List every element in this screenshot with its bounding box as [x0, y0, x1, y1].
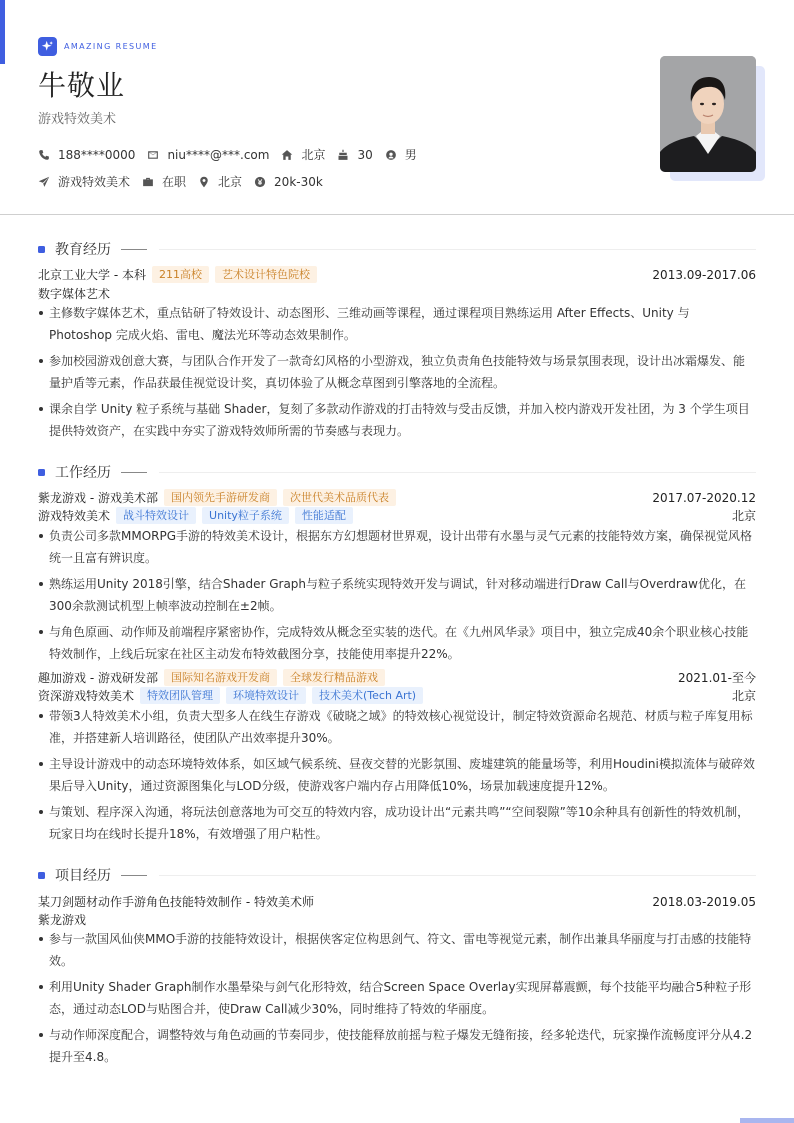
money-icon: [254, 176, 266, 188]
school-name: 北京工业大学 - 本科: [38, 268, 146, 282]
home-icon: [281, 149, 293, 161]
major-name: 数字媒体艺术: [38, 287, 111, 301]
intent-salary: [254, 175, 323, 189]
section-bullet-icon: [38, 246, 45, 253]
profile-name: 牛敬业: [38, 69, 126, 102]
section-bullet-icon: [38, 469, 45, 476]
section-line: [159, 472, 756, 473]
work-bullets: [38, 525, 756, 669]
section-line: [159, 875, 756, 876]
work-role-row: [38, 687, 756, 704]
section-title: 工作经历: [55, 465, 111, 481]
role-name: 资深游戏特效美术: [38, 689, 135, 703]
section-education-header: [38, 239, 756, 259]
email-value: niu****@***.com: [167, 147, 270, 162]
target-role-value: 游戏特效美术: [58, 175, 131, 189]
header-divider: [0, 214, 794, 215]
profile-photo: [660, 56, 765, 181]
send-icon: [38, 176, 50, 188]
intent-role: [38, 173, 130, 190]
section-title: 教育经历: [55, 242, 111, 258]
accent-bar-left: [0, 0, 5, 64]
project-org-row: [38, 911, 756, 928]
list-item: 主导设计游戏中的动态环境特效体系，如区域气候系统、昼夜交替的光影氛围、废墟建筑的能量场等，利用Houdini模拟流体与破碎效果后导入Unity，通过资源图集化与LOD分级，使游戏客户端内存占用降低10%，场景加载速度提升12%。: [38, 753, 756, 797]
company-tag: 国内领先手游研发商: [164, 489, 277, 506]
role-tag: 战斗特效设计: [116, 507, 196, 524]
role-tag: 技术美术(Tech Art): [312, 687, 423, 704]
section-title: 项目经历: [55, 868, 111, 884]
role-tag: 特效团队管理: [140, 687, 220, 704]
list-item: 带领3人特效美术小组，负责大型多人在线生存游戏《破晓之域》的特效核心视觉设计，制定特效资源命名规范、材质与粒子库复用标准，并搭建新人培训路径，使团队产出效率提升30%。: [38, 705, 756, 749]
gender-icon: [385, 149, 397, 161]
work-city: 北京: [731, 509, 756, 523]
brand-text: AMAZING RESUME: [64, 42, 158, 51]
work-date: 2017.07-2020.12: [652, 490, 756, 505]
role-name: 游戏特效美术: [38, 509, 111, 523]
accent-bar-bottom: [740, 1118, 794, 1123]
contact-row: [38, 146, 429, 163]
profile-title: 游戏特效美术: [38, 112, 117, 127]
contact-gender: [385, 146, 417, 163]
list-item: 课余自学 Unity 粒子系统与基础 Shader，复刻了多款动作游戏的打击特效与受击反馈，并加入校内游戏开发社团，为 3 个学生项目提供特效资产，在实践中夯实了游戏特效师所需的节奏感与表现力。: [38, 398, 756, 442]
phone-icon: [38, 149, 50, 161]
list-item: 利用Unity Shader Graph制作水墨晕染与剑气化形特效，结合Screen Space Overlay实现屏幕震颤，每个技能平均融合5种粒子形态，通过动态LOD与贴图合并，使Draw Call减少30%，同时维持了特效的华丽度。: [38, 976, 756, 1020]
project-name: 某刀剑题材动作手游角色技能特效制作 - 特效美术师: [38, 895, 314, 909]
phone-value: 188****0000: [58, 147, 136, 162]
company-tag: 次世代美术品质代表: [283, 489, 396, 506]
gender-value: 男: [404, 148, 417, 162]
location-value: 北京: [301, 148, 326, 162]
list-item: 与策划、程序深入沟通，将玩法创意落地为可交互的特效内容，成功设计出“元素共鸣”“空间裂隙”等10余种具有创新性的特效机制，玩家日均在线时长提升18%，有效增强了用户粘性。: [38, 801, 756, 845]
mail-icon: [147, 149, 159, 161]
section-bullet-icon: [38, 872, 45, 879]
section-dash: [121, 249, 147, 250]
section-projects-header: [38, 865, 756, 885]
intent-row: [38, 173, 335, 190]
project-org: 紫龙游戏: [38, 913, 87, 927]
section-work-header: [38, 462, 756, 482]
work-entry-header: [38, 489, 756, 506]
contact-email: [147, 148, 269, 162]
work-city: 北京: [731, 689, 756, 703]
brand: [38, 37, 158, 56]
sparkle-icon: [38, 37, 57, 56]
project-date: 2018.03-2019.05: [652, 894, 756, 909]
education-major-row: [38, 285, 756, 302]
intent-status: [142, 173, 186, 190]
location-pin-icon: [198, 176, 210, 188]
list-item: 参加校园游戏创意大赛，与团队合作开发了一款奇幻风格的小型游戏，独立负责角色技能特效与场景氛围表现，设计出冰霜爆发、能量护盾等元素，作品获最佳视觉设计奖，真切体验了从概念草图到引擎落地的全流程。: [38, 350, 756, 394]
work-entry-header: [38, 669, 756, 686]
work-role-row: [38, 507, 756, 524]
contact-phone: [38, 148, 135, 162]
cake-icon: [337, 149, 349, 161]
company-name: 趣加游戏 - 游戏研发部: [38, 671, 158, 685]
project-bullets: [38, 928, 756, 1072]
status-value: 在职: [162, 175, 187, 189]
target-city-value: 北京: [218, 175, 243, 189]
project-entry-header: [38, 893, 756, 910]
section-dash: [121, 472, 147, 473]
list-item: 与角色原画、动作师及前端程序紧密协作，完成特效从概念至实装的迭代。在《九州风华录》项目中，独立完成40余个职业核心技能特效制作，上线后玩家在社区主动发布特效截图分享，技能使用率提升22%。: [38, 621, 756, 665]
role-tag: Unity粒子系统: [202, 507, 289, 524]
work-bullets: [38, 705, 756, 849]
education-date: 2013.09-2017.06: [652, 267, 756, 282]
section-line: [159, 249, 756, 250]
education-bullets: [38, 302, 756, 446]
salary-value: 20k-30k: [274, 174, 323, 189]
avatar: [660, 56, 756, 172]
age-value: 30: [357, 147, 373, 162]
role-tag: 性能适配: [295, 507, 353, 524]
list-item: 熟练运用Unity 2018引擎，结合Shader Graph与粒子系统实现特效开发与调试，针对移动端进行Draw Call与Overdraw优化，在300余款测试机型上帧率波动控制在±2帧。: [38, 573, 756, 617]
company-tag: 国际知名游戏开发商: [164, 669, 277, 686]
section-dash: [121, 875, 147, 876]
list-item: 负责公司多款MMORPG手游的特效美术设计，根据东方幻想题材世界观，设计出带有水墨与灵气元素的技能特效方案，确保视觉风格统一且富有辨识度。: [38, 525, 756, 569]
company-tag: 全球发行精品游戏: [283, 669, 385, 686]
school-tag: 211高校: [152, 266, 209, 283]
school-tag: 艺术设计特色院校: [215, 266, 317, 283]
work-date: 2021.01-至今: [678, 671, 756, 685]
company-name: 紫龙游戏 - 游戏美术部: [38, 491, 158, 505]
list-item: 主修数字媒体艺术，重点钻研了特效设计、动态图形、三维动画等课程，通过课程项目熟练运用 After Effects、Unity 与 Photoshop 完成火焰、雷电、魔法光环等动态效果制作。: [38, 302, 756, 346]
role-tag: 环境特效设计: [226, 687, 306, 704]
list-item: 参与一款国风仙侠MMO手游的技能特效设计，根据侠客定位构思剑气、符文、雷电等视觉元素，制作出兼具华丽度与打击感的技能特效。: [38, 928, 756, 972]
list-item: 与动作师深度配合，调整特效与角色动画的节奏同步，使技能释放前摇与粒子爆发无缝衔接，经多轮迭代，玩家操作流畅度评分从4.2提升至4.8。: [38, 1024, 756, 1068]
contact-age: [337, 148, 372, 162]
briefcase-icon: [142, 176, 154, 188]
intent-city: [198, 173, 242, 190]
contact-location: [281, 146, 325, 163]
education-entry-header: [38, 266, 756, 283]
